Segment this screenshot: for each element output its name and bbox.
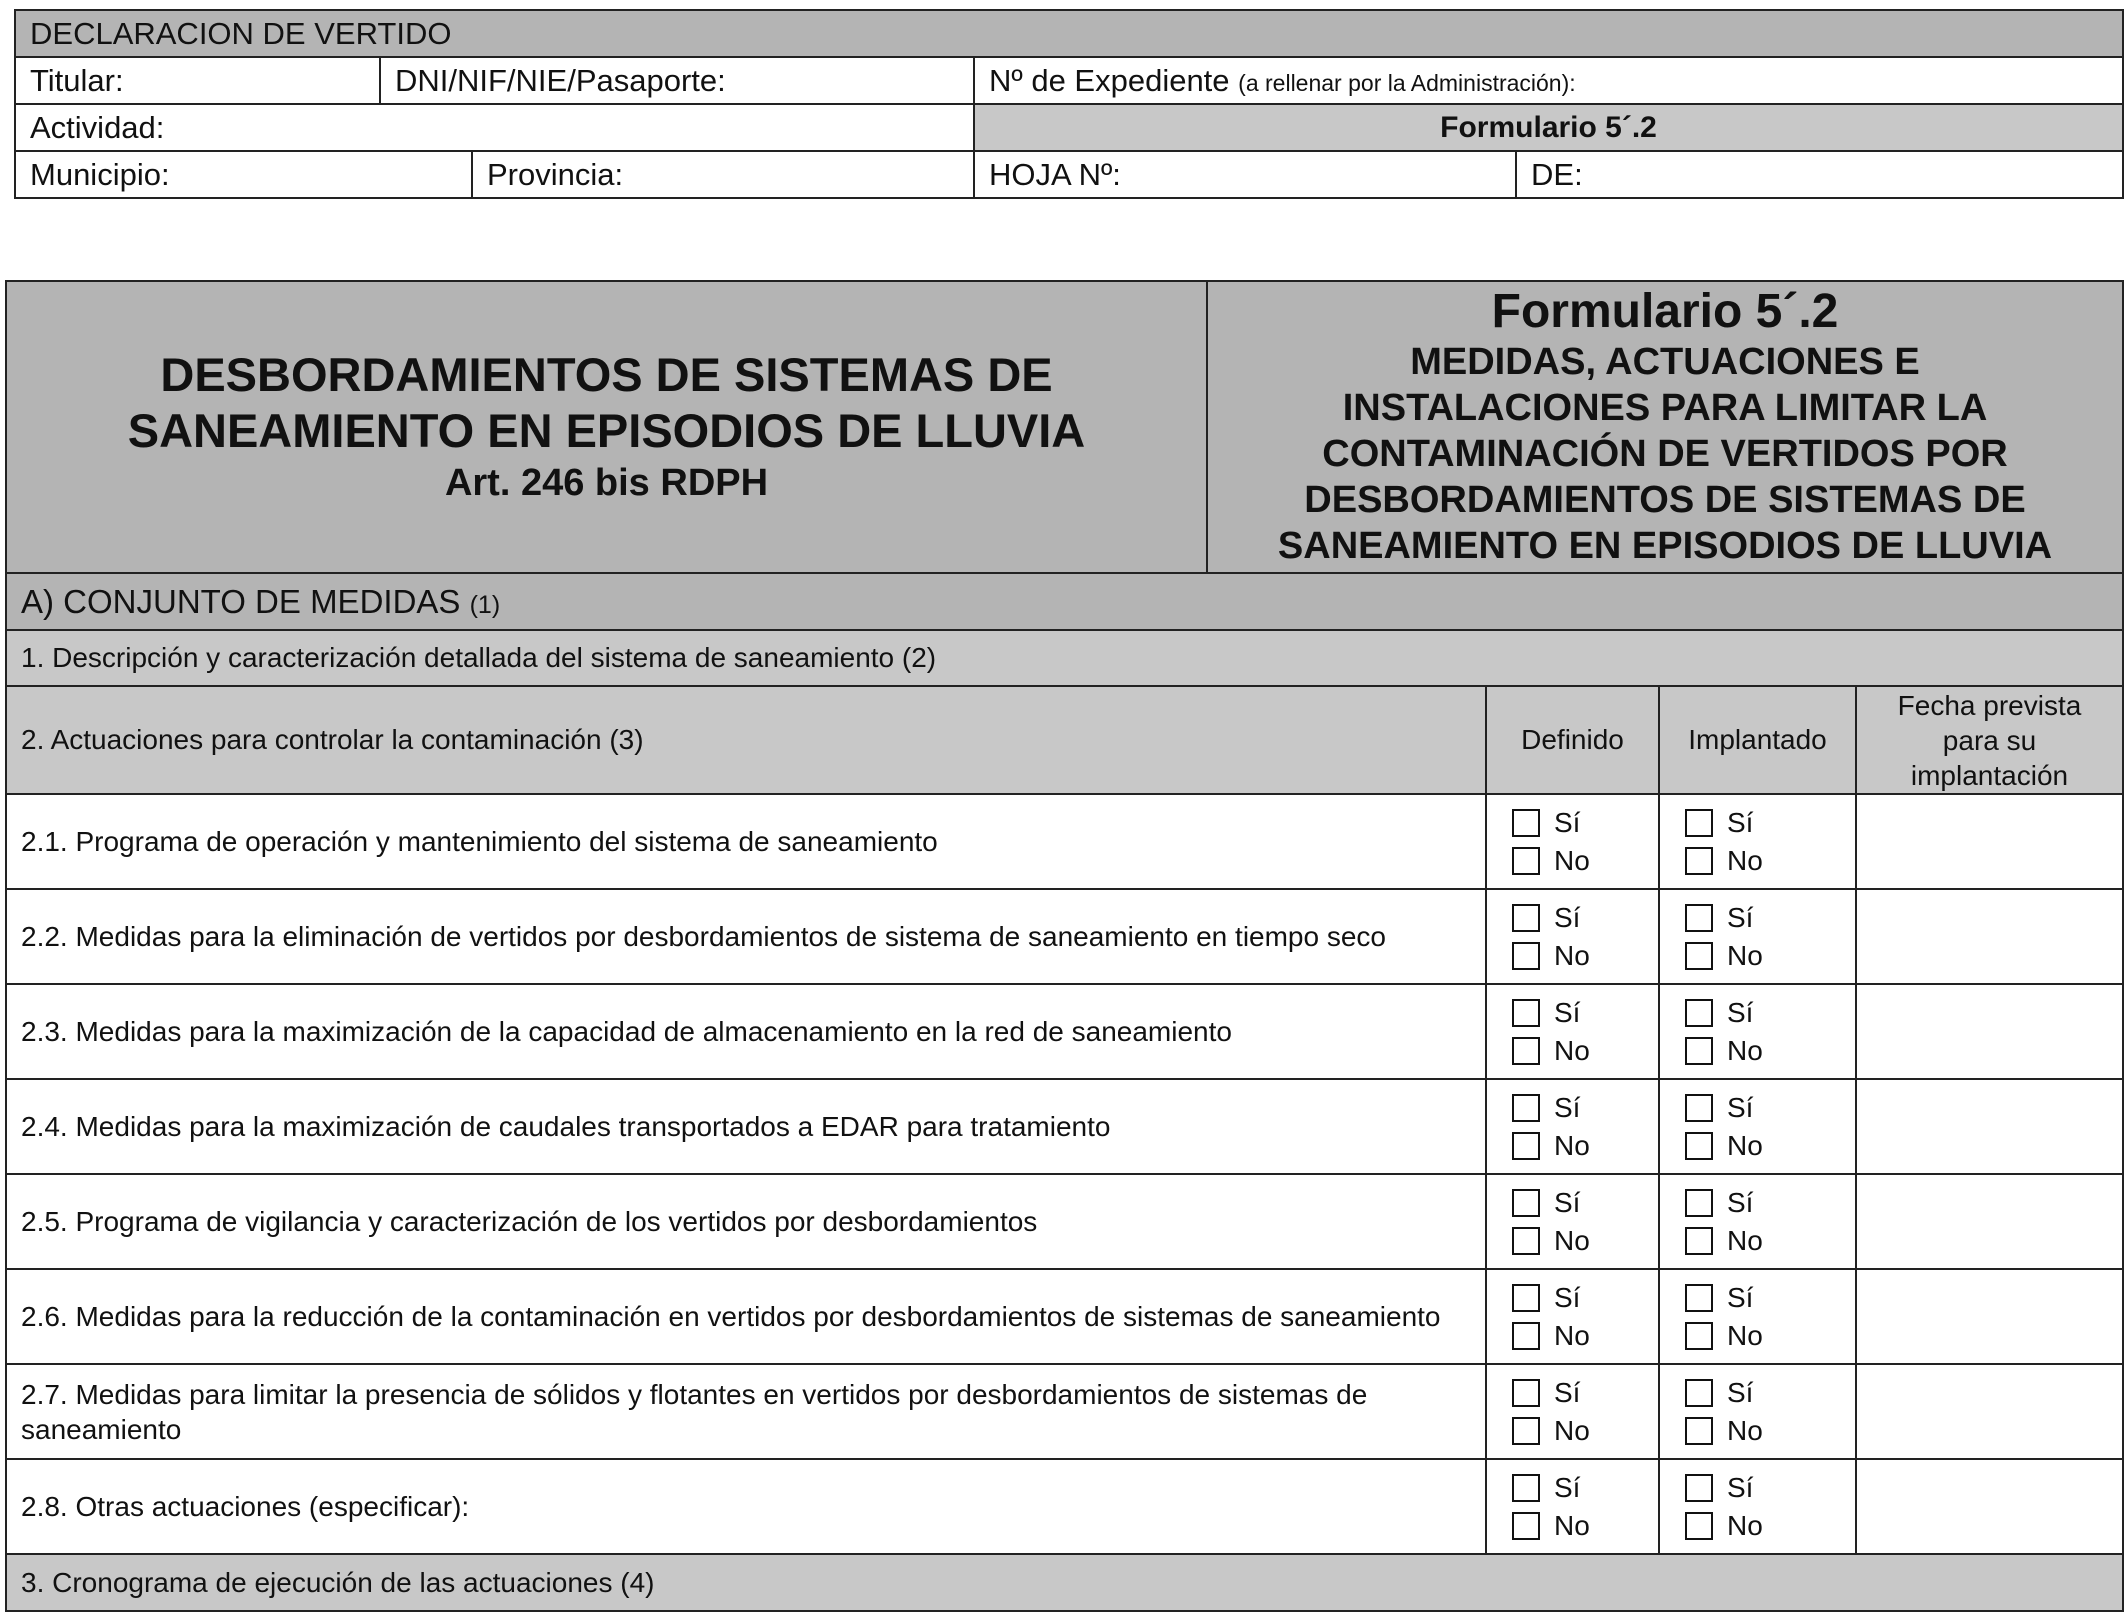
measures-form-table — [5, 280, 2124, 1612]
implantado-options — [1659, 794, 1856, 889]
col-fecha-header — [1856, 686, 2123, 794]
col-fecha-line-1: Fecha prevista — [1897, 689, 2082, 721]
form-title-line-1: DESBORDAMIENTOS DE SISTEMAS DE — [160, 348, 1053, 401]
definido-si-checkbox[interactable] — [1512, 904, 1540, 932]
implantado-si-option[interactable] — [1685, 1184, 1855, 1222]
measure-label: 2.4. Medidas para la maximización de caudales transportados a EDAR para tratamiento — [6, 1079, 1486, 1174]
implantado-si-option[interactable] — [1685, 899, 1855, 937]
implantado-no-option[interactable] — [1685, 1317, 1855, 1355]
definido-si-checkbox[interactable] — [1512, 1094, 1540, 1122]
implantado-si-checkbox[interactable] — [1685, 1379, 1713, 1407]
implantado-si-label: Sí — [1727, 901, 1754, 933]
definido-si-checkbox[interactable] — [1512, 809, 1540, 837]
implantado-no-label: No — [1727, 1224, 1763, 1256]
implantado-options — [1659, 1174, 1856, 1269]
declaration-title: DECLARACION DE VERTIDO — [15, 10, 2123, 57]
definido-no-option[interactable] — [1512, 1412, 1658, 1450]
form-legal-reference: Art. 246 bis RDPH — [444, 462, 769, 504]
implantado-si-checkbox[interactable] — [1685, 1189, 1713, 1217]
definido-no-checkbox[interactable] — [1512, 1417, 1540, 1445]
implantado-no-checkbox[interactable] — [1685, 1512, 1713, 1540]
measure-label: 2.2. Medidas para la eliminación de vertidos por desbordamientos de sistema de saneamiento en tiempo seco — [6, 889, 1486, 984]
definido-no-option[interactable] — [1512, 1032, 1658, 1070]
col-implantado-header: Implantado — [1659, 686, 1856, 794]
definido-si-option[interactable] — [1512, 994, 1658, 1032]
fecha-prevista-field[interactable] — [1856, 1079, 2123, 1174]
implantado-si-option[interactable] — [1685, 1374, 1855, 1412]
definido-no-option[interactable] — [1512, 1317, 1658, 1355]
definido-no-checkbox[interactable] — [1512, 1037, 1540, 1065]
fecha-prevista-field[interactable] — [1856, 794, 2123, 889]
definido-si-option[interactable] — [1512, 1279, 1658, 1317]
item-3-header: 3. Cronograma de ejecución de las actuaciones (4) — [6, 1554, 2123, 1611]
implantado-si-option[interactable] — [1685, 1469, 1855, 1507]
definido-si-label: Sí — [1554, 806, 1581, 838]
implantado-no-label: No — [1727, 1129, 1763, 1161]
definido-no-label: No — [1554, 1129, 1590, 1161]
implantado-no-checkbox[interactable] — [1685, 847, 1713, 875]
implantado-no-checkbox[interactable] — [1685, 1037, 1713, 1065]
expediente-field[interactable] — [974, 57, 2123, 104]
item-1-header: 1. Descripción y caracterización detallada del sistema de saneamiento (2) — [6, 630, 2123, 686]
definido-options — [1486, 1364, 1659, 1459]
fecha-prevista-field[interactable] — [1856, 1174, 2123, 1269]
measure-row — [6, 1364, 2123, 1459]
definido-options — [1486, 889, 1659, 984]
form-subtitle-line-2: INSTALACIONES PARA LIMITAR LA — [1342, 387, 1988, 429]
col-definido-header: Definido — [1486, 686, 1659, 794]
implantado-no-option[interactable] — [1685, 1032, 1855, 1070]
implantado-si-checkbox[interactable] — [1685, 1284, 1713, 1312]
implantado-no-option[interactable] — [1685, 1507, 1855, 1545]
definido-no-label: No — [1554, 1509, 1590, 1541]
definido-si-checkbox[interactable] — [1512, 1189, 1540, 1217]
declaration-header-table — [14, 9, 2124, 199]
section-a-title: A) CONJUNTO DE MEDIDAS — [21, 582, 461, 620]
measure-row — [6, 984, 2123, 1079]
implantado-si-checkbox[interactable] — [1685, 904, 1713, 932]
dni-field[interactable]: DNI/NIF/NIE/Pasaporte: — [380, 57, 974, 104]
fecha-prevista-field[interactable] — [1856, 1364, 2123, 1459]
fecha-prevista-field[interactable] — [1856, 1459, 2123, 1554]
implantado-no-option[interactable] — [1685, 1222, 1855, 1260]
measure-label: 2.3. Medidas para la maximización de la capacidad de almacenamiento en la red de saneamiento — [6, 984, 1486, 1079]
expediente-label: Nº de Expediente — [989, 62, 1230, 98]
definido-no-checkbox[interactable] — [1512, 942, 1540, 970]
definido-options — [1486, 1174, 1659, 1269]
definido-si-option[interactable] — [1512, 899, 1658, 937]
implantado-options — [1659, 1459, 1856, 1554]
measure-label: 2.7. Medidas para limitar la presencia de sólidos y flotantes en vertidos por desbordamientos de sistemas de saneamiento — [6, 1364, 1486, 1459]
definido-no-option[interactable] — [1512, 1222, 1658, 1260]
form-number: Formulario 5´.2 — [1491, 285, 1839, 338]
form-subtitle-line-3: CONTAMINACIÓN DE VERTIDOS POR — [1322, 433, 2008, 475]
definido-si-checkbox[interactable] — [1512, 1474, 1540, 1502]
expediente-note: (a rellenar por la Administración): — [1238, 69, 1576, 96]
implantado-si-checkbox[interactable] — [1685, 999, 1713, 1027]
implantado-si-checkbox[interactable] — [1685, 1094, 1713, 1122]
definido-options — [1486, 794, 1659, 889]
definido-si-label: Sí — [1554, 1091, 1581, 1123]
definido-options — [1486, 1269, 1659, 1364]
definido-si-label: Sí — [1554, 1186, 1581, 1218]
section-a-note: (1) — [469, 590, 501, 619]
implantado-si-option[interactable] — [1685, 994, 1855, 1032]
definido-si-option[interactable] — [1512, 1089, 1658, 1127]
provincia-field[interactable]: Provincia: — [472, 151, 974, 198]
measure-row — [6, 1174, 2123, 1269]
definido-no-option[interactable] — [1512, 842, 1658, 880]
implantado-no-checkbox[interactable] — [1685, 1322, 1713, 1350]
measure-row — [6, 889, 2123, 984]
definido-no-checkbox[interactable] — [1512, 1227, 1540, 1255]
measure-label: 2.5. Programa de vigilancia y caracterización de los vertidos por desbordamientos — [6, 1174, 1486, 1269]
definido-si-checkbox[interactable] — [1512, 1379, 1540, 1407]
definido-si-checkbox[interactable] — [1512, 1284, 1540, 1312]
definido-si-option[interactable] — [1512, 804, 1658, 842]
definido-no-checkbox[interactable] — [1512, 847, 1540, 875]
implantado-no-label: No — [1727, 1319, 1763, 1351]
fecha-prevista-field[interactable] — [1856, 984, 2123, 1079]
definido-no-label: No — [1554, 1034, 1590, 1066]
fecha-prevista-field[interactable] — [1856, 889, 2123, 984]
implantado-no-checkbox[interactable] — [1685, 1227, 1713, 1255]
implantado-no-option[interactable] — [1685, 937, 1855, 975]
titular-field[interactable]: Titular: — [15, 57, 380, 104]
definido-si-label: Sí — [1554, 901, 1581, 933]
form-subtitle-line-5: SANEAMIENTO EN EPISODIOS DE LLUVIA — [1277, 525, 2053, 567]
implantado-options — [1659, 1079, 1856, 1174]
measure-row — [6, 1079, 2123, 1174]
definido-no-label: No — [1554, 1224, 1590, 1256]
implantado-no-option[interactable] — [1685, 842, 1855, 880]
definido-no-option[interactable] — [1512, 1127, 1658, 1165]
col-fecha-line-3: implantación — [1910, 759, 2069, 791]
definido-no-label: No — [1554, 939, 1590, 971]
definido-si-option[interactable] — [1512, 1374, 1658, 1412]
implantado-si-label: Sí — [1727, 1091, 1754, 1123]
measure-label: 2.6. Medidas para la reducción de la contaminación en vertidos por desbordamientos de sistemas de saneamiento — [6, 1269, 1486, 1364]
implantado-no-option[interactable] — [1685, 1412, 1855, 1450]
definido-si-label: Sí — [1554, 1471, 1581, 1503]
actividad-field[interactable]: Actividad: — [15, 104, 974, 151]
definido-si-checkbox[interactable] — [1512, 999, 1540, 1027]
definido-no-checkbox[interactable] — [1512, 1512, 1540, 1540]
measure-row — [6, 1269, 2123, 1364]
definido-no-checkbox[interactable] — [1512, 1132, 1540, 1160]
definido-si-option[interactable] — [1512, 1469, 1658, 1507]
definido-no-label: No — [1554, 1414, 1590, 1446]
definido-no-option[interactable] — [1512, 937, 1658, 975]
implantado-options — [1659, 1269, 1856, 1364]
implantado-no-label: No — [1727, 1414, 1763, 1446]
implantado-no-label: No — [1727, 1509, 1763, 1541]
implantado-si-option[interactable] — [1685, 1279, 1855, 1317]
de-field[interactable]: DE: — [1516, 151, 2123, 198]
definido-si-option[interactable] — [1512, 1184, 1658, 1222]
definido-no-label: No — [1554, 1319, 1590, 1351]
definido-si-label: Sí — [1554, 996, 1581, 1028]
implantado-si-checkbox[interactable] — [1685, 1474, 1713, 1502]
measure-label: 2.1. Programa de operación y mantenimiento del sistema de saneamiento — [6, 794, 1486, 889]
form-title-block — [6, 281, 1207, 573]
form-subtitle-line-4: DESBORDAMIENTOS DE SISTEMAS DE — [1304, 479, 2026, 521]
definido-no-label: No — [1554, 844, 1590, 876]
section-a-header — [6, 573, 2123, 630]
implantado-si-label: Sí — [1727, 1376, 1754, 1408]
implantado-si-label: Sí — [1727, 996, 1754, 1028]
definido-si-label: Sí — [1554, 1376, 1581, 1408]
implantado-si-label: Sí — [1727, 1281, 1754, 1313]
implantado-si-checkbox[interactable] — [1685, 809, 1713, 837]
implantado-options — [1659, 889, 1856, 984]
definido-no-checkbox[interactable] — [1512, 1322, 1540, 1350]
hoja-field[interactable]: HOJA Nº: — [974, 151, 1516, 198]
definido-no-option[interactable] — [1512, 1507, 1658, 1545]
form-subtitle-line-1: MEDIDAS, ACTUACIONES E — [1410, 341, 1920, 383]
measures-rows — [6, 794, 2123, 1554]
implantado-options — [1659, 1364, 1856, 1459]
form-subtitle-block — [1207, 281, 2123, 573]
measure-label: 2.8. Otras actuaciones (especificar): — [6, 1459, 1486, 1554]
implantado-si-option[interactable] — [1685, 1089, 1855, 1127]
fecha-prevista-field[interactable] — [1856, 1269, 2123, 1364]
implantado-si-label: Sí — [1727, 1471, 1754, 1503]
col-fecha-line-2: para su — [1942, 724, 2037, 756]
definido-si-label: Sí — [1554, 1281, 1581, 1313]
measure-row — [6, 1459, 2123, 1554]
implantado-no-label: No — [1727, 844, 1763, 876]
definido-options — [1486, 984, 1659, 1079]
implantado-si-label: Sí — [1727, 806, 1754, 838]
measure-row — [6, 794, 2123, 889]
formulario-label: Formulario 5´.2 — [974, 104, 2123, 151]
item-2-header: 2. Actuaciones para controlar la contaminación (3) — [6, 686, 1486, 794]
implantado-si-label: Sí — [1727, 1186, 1754, 1218]
implantado-no-label: No — [1727, 939, 1763, 971]
implantado-no-option[interactable] — [1685, 1127, 1855, 1165]
implantado-no-checkbox[interactable] — [1685, 1417, 1713, 1445]
implantado-no-checkbox[interactable] — [1685, 942, 1713, 970]
form-title-line-2: SANEAMIENTO EN EPISODIOS DE LLUVIA — [127, 404, 1086, 457]
implantado-si-option[interactable] — [1685, 804, 1855, 842]
definido-options — [1486, 1079, 1659, 1174]
implantado-no-label: No — [1727, 1034, 1763, 1066]
implantado-options — [1659, 984, 1856, 1079]
definido-options — [1486, 1459, 1659, 1554]
implantado-no-checkbox[interactable] — [1685, 1132, 1713, 1160]
municipio-field[interactable]: Municipio: — [15, 151, 472, 198]
